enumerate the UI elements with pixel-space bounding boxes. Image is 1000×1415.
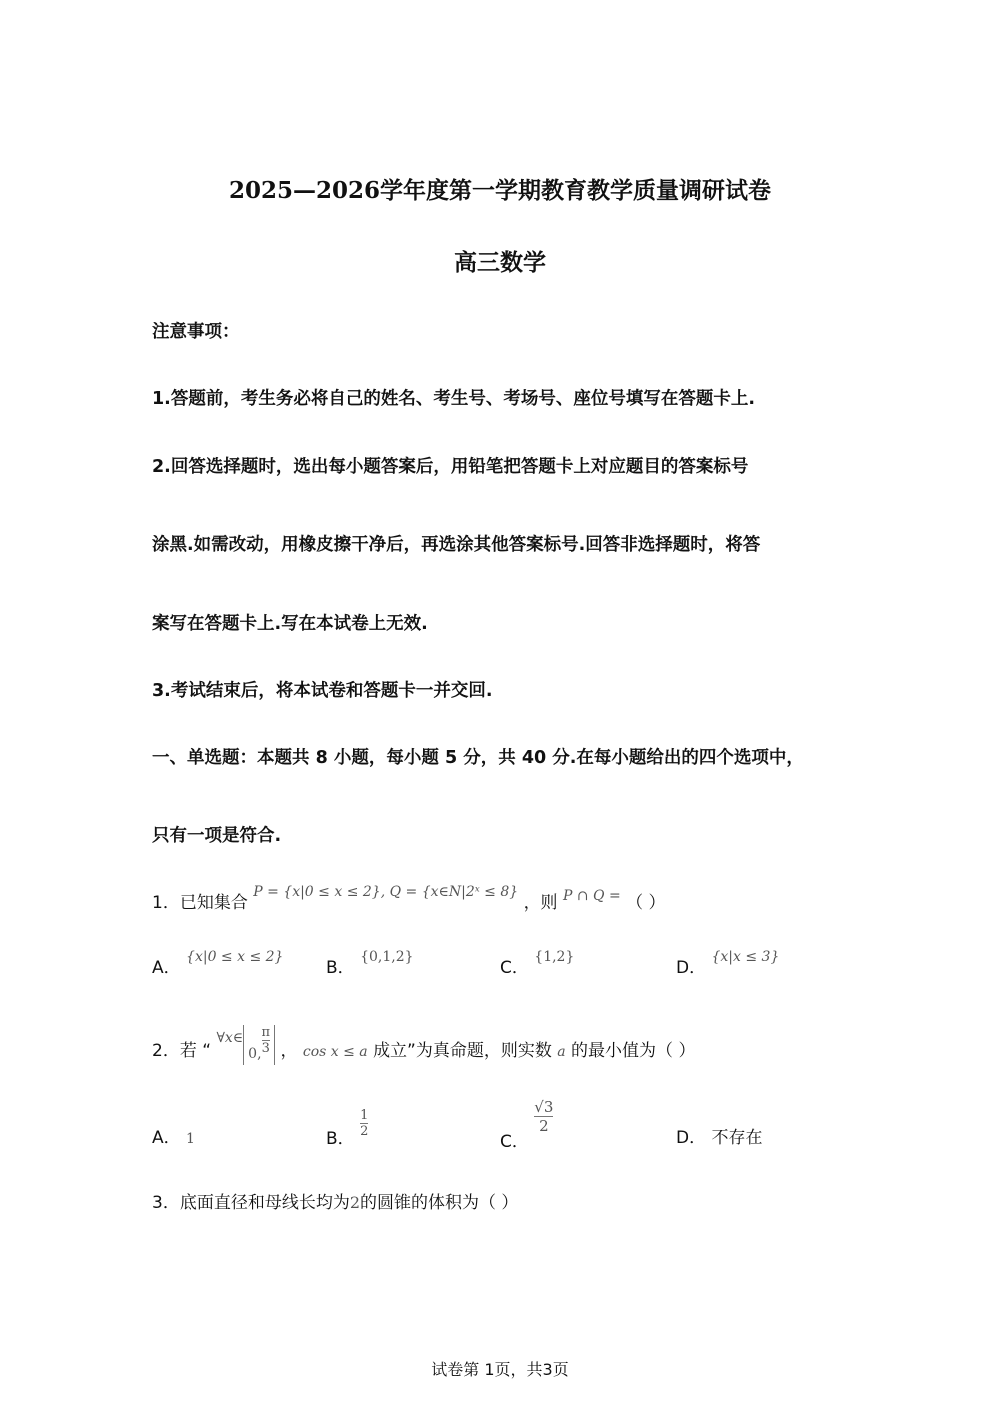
q2-three: 3	[261, 1041, 270, 1056]
notice-1: 1.答题前，考生务必将自己的姓名、考生号、考场号、座位号填写在答题卡上.	[152, 389, 755, 409]
option-value: 不存在	[711, 1128, 763, 1148]
q2-comma: ，	[280, 1041, 298, 1061]
option-label: A．	[152, 1128, 181, 1148]
q3-number: 2	[349, 1193, 361, 1212]
option-value: {x|0 ≤ x ≤ 2}	[186, 949, 284, 965]
option-value: {0,1,2}	[360, 949, 414, 965]
q1-prefix: 1．已知集合	[152, 893, 248, 913]
q1-option-d[interactable]	[676, 949, 780, 978]
fraction-numerator: √3	[534, 1098, 554, 1116]
q1-set-p: P = {x|0 ≤ x ≤ 2}	[253, 884, 381, 900]
q2-tail: 的最小值为（ ）	[571, 1041, 696, 1061]
notice-3: 3.考试结束后，将本试卷和答题卡一并交回.	[152, 681, 493, 701]
notice-heading: 注意事项：	[152, 322, 240, 342]
q2-var: a	[557, 1044, 566, 1060]
page-title: 2025—2026学年度第一学期教育教学质量调研试卷	[228, 177, 772, 204]
q2-option-b[interactable]	[326, 1108, 369, 1149]
option-label: D．	[676, 1128, 707, 1148]
q1-option-b[interactable]	[326, 949, 414, 978]
q2-forall: ∀x∈	[216, 1030, 244, 1046]
question-3	[152, 1188, 518, 1213]
q1-mid: ，则	[523, 893, 558, 913]
q2-interval	[243, 1025, 275, 1065]
q2-option-d[interactable]	[676, 1123, 763, 1148]
option-label: B．	[326, 958, 355, 978]
q2-option-c[interactable]	[500, 1098, 554, 1152]
q2-condition: cos x ≤ a	[302, 1044, 368, 1060]
notice-2-end: 案写在答题卡上.写在本试卷上无效.	[152, 614, 428, 634]
q3-tail: 的圆锥的体积为（ ）	[360, 1193, 519, 1213]
option-label: B．	[326, 1128, 355, 1149]
q2-prefix: 2．若 “	[152, 1041, 212, 1061]
question-1	[152, 884, 666, 913]
option-fraction	[360, 1108, 368, 1139]
fraction-denominator: 2	[539, 1117, 549, 1135]
q1-set-q: , Q = {x∈N|2ˣ ≤ 8}	[380, 884, 519, 900]
option-label: C．	[500, 1131, 529, 1152]
q1-suffix: （ ）	[626, 893, 666, 913]
page-subtitle: 高三数学	[454, 249, 546, 276]
q1-option-a[interactable]	[152, 949, 284, 978]
notice-2-cont: 涂黑.如需改动，用橡皮擦干净后，再选涂其他答案标号.回答非选择题时，将答	[152, 535, 761, 555]
fraction-numerator: 1	[360, 1108, 369, 1123]
q2-text: 成立”为真命题，则实数	[373, 1041, 552, 1061]
q1-option-c[interactable]	[500, 949, 575, 978]
option-label: A．	[152, 958, 181, 978]
option-value: 1	[186, 1131, 195, 1147]
q3-text: 3．底面直径和母线长均为	[152, 1193, 350, 1213]
option-label: D．	[676, 958, 707, 978]
notice-2: 2.回答选择题时，选出每小题答案后，用铅笔把答题卡上对应题目的答案标号	[152, 457, 749, 477]
q2-option-a[interactable]	[152, 1123, 195, 1148]
q2-interval-frac	[262, 1025, 271, 1056]
option-value: {x|x ≤ 3}	[711, 949, 780, 965]
section-heading: 一、单选题：本题共 8 小题，每小题 5 分，共 40 分.在每小题给出的四个选项中，	[152, 748, 804, 768]
q1-expr: P ∩ Q =	[562, 888, 621, 904]
question-2	[152, 1025, 696, 1071]
q2-pi: π	[261, 1025, 271, 1040]
section-heading-cont: 只有一项是符合.	[152, 826, 282, 846]
page-footer: 试卷第 1页，共3页	[431, 1360, 569, 1379]
option-fraction	[534, 1098, 553, 1135]
option-value: {1,2}	[534, 949, 575, 965]
option-label: C．	[500, 958, 529, 978]
fraction-denominator: 2	[360, 1124, 369, 1139]
q2-interval-left: 0,	[248, 1045, 262, 1062]
